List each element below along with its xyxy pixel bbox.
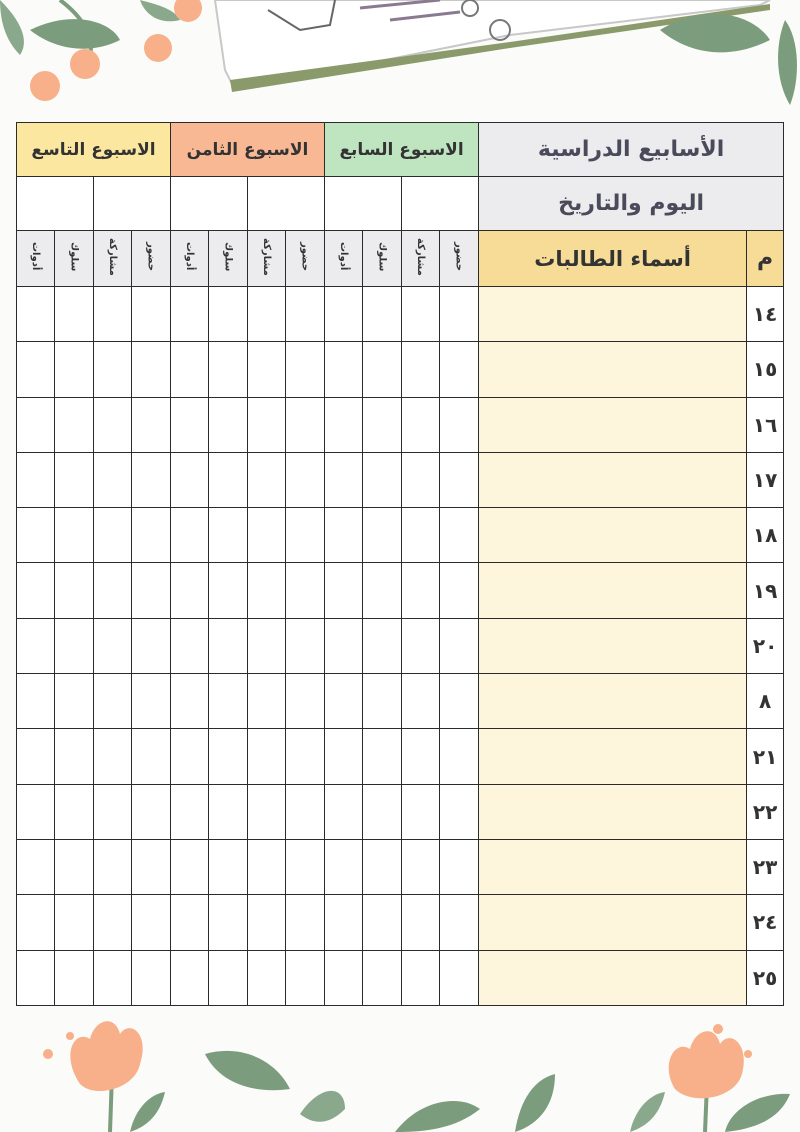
score-cell[interactable] — [402, 508, 440, 563]
score-cell[interactable] — [440, 563, 479, 618]
score-cell[interactable] — [209, 508, 248, 563]
student-name-cell[interactable] — [479, 784, 747, 839]
score-cell[interactable] — [440, 674, 479, 729]
criteria-header — [55, 231, 94, 287]
score-cell[interactable] — [402, 729, 440, 784]
criteria-header — [171, 231, 209, 287]
score-cell[interactable] — [402, 674, 440, 729]
score-cell[interactable] — [402, 452, 440, 507]
score-cell[interactable] — [325, 895, 363, 950]
score-cell[interactable] — [94, 784, 132, 839]
score-cell[interactable] — [55, 287, 94, 342]
criteria-header — [325, 231, 363, 287]
score-cell[interactable] — [94, 729, 132, 784]
score-cell[interactable] — [286, 950, 325, 1005]
score-cell[interactable] — [132, 508, 171, 563]
criteria-header — [209, 231, 248, 287]
score-cell[interactable] — [55, 452, 94, 507]
student-name-cell[interactable] — [479, 839, 747, 894]
score-cell[interactable] — [363, 287, 402, 342]
leaf-icon — [660, 14, 797, 105]
score-cell[interactable] — [94, 287, 132, 342]
score-cell[interactable] — [209, 950, 248, 1005]
score-cell[interactable] — [286, 895, 325, 950]
score-cell[interactable] — [286, 729, 325, 784]
score-cell[interactable] — [171, 287, 209, 342]
bottom-decoration — [0, 1014, 800, 1132]
criteria-header — [286, 231, 325, 287]
score-cell[interactable] — [94, 618, 132, 673]
score-cell[interactable] — [325, 287, 363, 342]
score-cell[interactable] — [440, 508, 479, 563]
score-cell[interactable] — [248, 674, 286, 729]
date-cell[interactable] — [325, 177, 402, 231]
date-cell[interactable] — [171, 177, 248, 231]
table-row — [17, 784, 784, 839]
score-cell[interactable] — [209, 618, 248, 673]
criteria-label: حضور — [299, 241, 311, 272]
date-label: اليوم والتاريخ — [479, 177, 784, 231]
date-cell[interactable] — [94, 177, 171, 231]
row-number: ٢١ — [747, 729, 784, 784]
score-cell[interactable] — [209, 563, 248, 618]
score-cell[interactable] — [325, 950, 363, 1005]
score-cell[interactable] — [94, 674, 132, 729]
table-row — [17, 950, 784, 1005]
score-cell[interactable] — [209, 452, 248, 507]
score-cell[interactable] — [94, 839, 132, 894]
score-cell[interactable] — [363, 342, 402, 397]
score-cell[interactable] — [248, 287, 286, 342]
berry-icon — [30, 0, 202, 101]
score-cell[interactable] — [402, 839, 440, 894]
score-cell[interactable] — [17, 839, 55, 894]
score-cell[interactable] — [94, 508, 132, 563]
criteria-label: مشاركة — [261, 237, 273, 276]
score-cell[interactable] — [55, 342, 94, 397]
score-cell[interactable] — [363, 674, 402, 729]
student-name-cell[interactable] — [479, 950, 747, 1005]
score-cell[interactable] — [440, 839, 479, 894]
score-cell[interactable] — [248, 508, 286, 563]
score-cell[interactable] — [440, 452, 479, 507]
criteria-header — [363, 231, 402, 287]
score-cell[interactable] — [132, 729, 171, 784]
score-cell[interactable] — [17, 563, 55, 618]
score-cell[interactable] — [440, 287, 479, 342]
score-cell[interactable] — [402, 895, 440, 950]
score-cell[interactable] — [209, 287, 248, 342]
score-cell[interactable] — [132, 839, 171, 894]
score-cell[interactable] — [248, 895, 286, 950]
tulip-icon — [43, 1021, 165, 1132]
weeks-title: الأسابيع الدراسية — [479, 123, 784, 177]
score-cell[interactable] — [325, 674, 363, 729]
criteria-label: أدوات — [338, 242, 350, 271]
score-cell[interactable] — [132, 287, 171, 342]
score-cell[interactable] — [171, 674, 209, 729]
student-name-cell[interactable] — [479, 508, 747, 563]
score-cell[interactable] — [363, 397, 402, 452]
score-cell[interactable] — [132, 618, 171, 673]
row-number: ٢٢ — [747, 784, 784, 839]
score-cell[interactable] — [17, 784, 55, 839]
score-cell[interactable] — [248, 784, 286, 839]
criteria-label: أدوات — [184, 242, 196, 271]
table-row — [17, 452, 784, 507]
score-cell[interactable] — [171, 563, 209, 618]
row-number: ١٤ — [747, 287, 784, 342]
criteria-header — [94, 231, 132, 287]
criteria-label: حضور — [145, 241, 157, 272]
score-cell[interactable] — [286, 342, 325, 397]
score-cell[interactable] — [171, 618, 209, 673]
score-cell[interactable] — [402, 397, 440, 452]
row-number: ١٦ — [747, 397, 784, 452]
score-cell[interactable] — [209, 674, 248, 729]
score-cell[interactable] — [17, 342, 55, 397]
table-row — [17, 508, 784, 563]
score-cell[interactable] — [363, 452, 402, 507]
score-cell[interactable] — [363, 729, 402, 784]
table-row — [17, 618, 784, 673]
table-row — [17, 342, 784, 397]
score-cell[interactable] — [248, 452, 286, 507]
score-cell[interactable] — [363, 839, 402, 894]
number-column-header: م — [747, 231, 784, 287]
criteria-header — [440, 231, 479, 287]
row-number: ١٨ — [747, 508, 784, 563]
score-cell[interactable] — [55, 784, 94, 839]
score-cell[interactable] — [132, 784, 171, 839]
score-cell[interactable] — [55, 950, 94, 1005]
score-cell[interactable] — [17, 287, 55, 342]
score-cell[interactable] — [55, 618, 94, 673]
score-cell[interactable] — [132, 452, 171, 507]
notebook-icon — [215, 0, 770, 92]
table-row — [17, 674, 784, 729]
table-row — [17, 397, 784, 452]
score-cell[interactable] — [286, 784, 325, 839]
score-cell[interactable] — [440, 342, 479, 397]
student-name-cell[interactable] — [479, 674, 747, 729]
score-cell[interactable] — [132, 674, 171, 729]
student-name-cell[interactable] — [479, 342, 747, 397]
score-cell[interactable] — [17, 618, 55, 673]
score-cell[interactable] — [55, 674, 94, 729]
score-cell[interactable] — [363, 895, 402, 950]
score-cell[interactable] — [286, 674, 325, 729]
score-cell[interactable] — [171, 895, 209, 950]
table-row — [17, 839, 784, 894]
score-cell[interactable] — [55, 508, 94, 563]
score-cell[interactable] — [132, 950, 171, 1005]
score-cell[interactable] — [94, 452, 132, 507]
score-cell[interactable] — [363, 784, 402, 839]
score-cell[interactable] — [209, 397, 248, 452]
row-number: ٢٥ — [747, 950, 784, 1005]
student-name-cell[interactable] — [479, 397, 747, 452]
tulip-icon — [669, 1024, 790, 1132]
score-cell[interactable] — [248, 563, 286, 618]
score-cell[interactable] — [94, 950, 132, 1005]
table-row — [17, 287, 784, 342]
score-cell[interactable] — [55, 729, 94, 784]
score-cell[interactable] — [171, 342, 209, 397]
score-cell[interactable] — [402, 563, 440, 618]
score-cell[interactable] — [286, 508, 325, 563]
score-cell[interactable] — [286, 452, 325, 507]
score-cell[interactable] — [248, 729, 286, 784]
score-cell[interactable] — [248, 397, 286, 452]
score-cell[interactable] — [363, 618, 402, 673]
score-cell[interactable] — [132, 342, 171, 397]
criteria-label: مشاركة — [415, 237, 427, 276]
score-cell[interactable] — [17, 397, 55, 452]
date-cell[interactable] — [402, 177, 479, 231]
score-cell[interactable] — [55, 895, 94, 950]
top-decoration — [0, 0, 800, 120]
score-cell[interactable] — [363, 563, 402, 618]
score-cell[interactable] — [248, 950, 286, 1005]
score-cell[interactable] — [325, 342, 363, 397]
criteria-label: مشاركة — [107, 237, 119, 276]
score-cell[interactable] — [325, 784, 363, 839]
table-row — [17, 563, 784, 618]
score-cell[interactable] — [402, 342, 440, 397]
score-cell[interactable] — [440, 618, 479, 673]
student-name-cell[interactable] — [479, 618, 747, 673]
score-cell[interactable] — [209, 895, 248, 950]
score-cell[interactable] — [325, 839, 363, 894]
score-cell[interactable] — [248, 618, 286, 673]
row-number: ٢٤ — [747, 895, 784, 950]
score-cell[interactable] — [402, 287, 440, 342]
attendance-table — [16, 122, 784, 1006]
score-cell[interactable] — [94, 563, 132, 618]
score-cell[interactable] — [171, 508, 209, 563]
score-cell[interactable] — [325, 618, 363, 673]
row-number: ٨ — [747, 674, 784, 729]
row-number: ١٧ — [747, 452, 784, 507]
score-cell[interactable] — [209, 729, 248, 784]
week-7-header: الاسبوع السابع — [325, 123, 479, 177]
score-cell[interactable] — [132, 895, 171, 950]
week-9-header: الاسبوع التاسع — [17, 123, 171, 177]
score-cell[interactable] — [402, 784, 440, 839]
score-cell[interactable] — [325, 452, 363, 507]
date-cell[interactable] — [17, 177, 94, 231]
score-cell[interactable] — [17, 950, 55, 1005]
score-cell[interactable] — [17, 674, 55, 729]
score-cell[interactable] — [402, 950, 440, 1005]
week-8-header: الاسبوع الثامن — [171, 123, 325, 177]
score-cell[interactable] — [209, 784, 248, 839]
score-cell[interactable] — [55, 839, 94, 894]
score-cell[interactable] — [286, 287, 325, 342]
score-cell[interactable] — [132, 563, 171, 618]
score-cell[interactable] — [286, 839, 325, 894]
score-cell[interactable] — [17, 895, 55, 950]
criteria-header — [132, 231, 171, 287]
score-cell[interactable] — [402, 618, 440, 673]
score-cell[interactable] — [94, 397, 132, 452]
score-cell[interactable] — [440, 784, 479, 839]
score-cell[interactable] — [363, 508, 402, 563]
score-cell[interactable] — [171, 784, 209, 839]
row-number: ٢٣ — [747, 839, 784, 894]
score-cell[interactable] — [17, 729, 55, 784]
score-cell[interactable] — [440, 397, 479, 452]
criteria-header — [402, 231, 440, 287]
score-cell[interactable] — [325, 563, 363, 618]
student-name-cell[interactable] — [479, 452, 747, 507]
criteria-label: سلوك — [222, 241, 234, 272]
score-cell[interactable] — [440, 729, 479, 784]
student-name-cell[interactable] — [479, 563, 747, 618]
score-cell[interactable] — [171, 397, 209, 452]
criteria-label: حضور — [453, 241, 465, 272]
score-cell[interactable] — [209, 839, 248, 894]
score-cell[interactable] — [171, 729, 209, 784]
student-name-cell[interactable] — [479, 287, 747, 342]
student-name-cell[interactable] — [479, 895, 747, 950]
date-cell[interactable] — [248, 177, 325, 231]
names-column-header: أسماء الطالبات — [479, 231, 747, 287]
score-cell[interactable] — [94, 895, 132, 950]
score-cell[interactable] — [171, 950, 209, 1005]
table-row — [17, 729, 784, 784]
student-name-cell[interactable] — [479, 729, 747, 784]
score-cell[interactable] — [325, 729, 363, 784]
criteria-header — [17, 231, 55, 287]
criteria-label: أدوات — [30, 242, 41, 271]
criteria-label: سلوك — [68, 241, 80, 272]
score-cell[interactable] — [325, 508, 363, 563]
score-cell[interactable] — [17, 508, 55, 563]
score-cell[interactable] — [132, 397, 171, 452]
table-row — [17, 895, 784, 950]
score-cell[interactable] — [94, 342, 132, 397]
score-cell[interactable] — [55, 563, 94, 618]
score-cell[interactable] — [325, 397, 363, 452]
score-cell[interactable] — [248, 342, 286, 397]
row-number: ٢٠ — [747, 618, 784, 673]
score-cell[interactable] — [286, 397, 325, 452]
score-cell[interactable] — [363, 950, 402, 1005]
criteria-header — [248, 231, 286, 287]
score-cell[interactable] — [248, 839, 286, 894]
score-cell[interactable] — [440, 895, 479, 950]
score-cell[interactable] — [440, 950, 479, 1005]
score-cell[interactable] — [17, 452, 55, 507]
score-cell[interactable] — [171, 452, 209, 507]
row-number: ١٩ — [747, 563, 784, 618]
score-cell[interactable] — [286, 618, 325, 673]
score-cell[interactable] — [171, 839, 209, 894]
leaf-icon — [205, 1051, 665, 1132]
criteria-label: سلوك — [376, 241, 388, 272]
row-number: ١٥ — [747, 342, 784, 397]
score-cell[interactable] — [55, 397, 94, 452]
score-cell[interactable] — [286, 563, 325, 618]
score-cell[interactable] — [209, 342, 248, 397]
